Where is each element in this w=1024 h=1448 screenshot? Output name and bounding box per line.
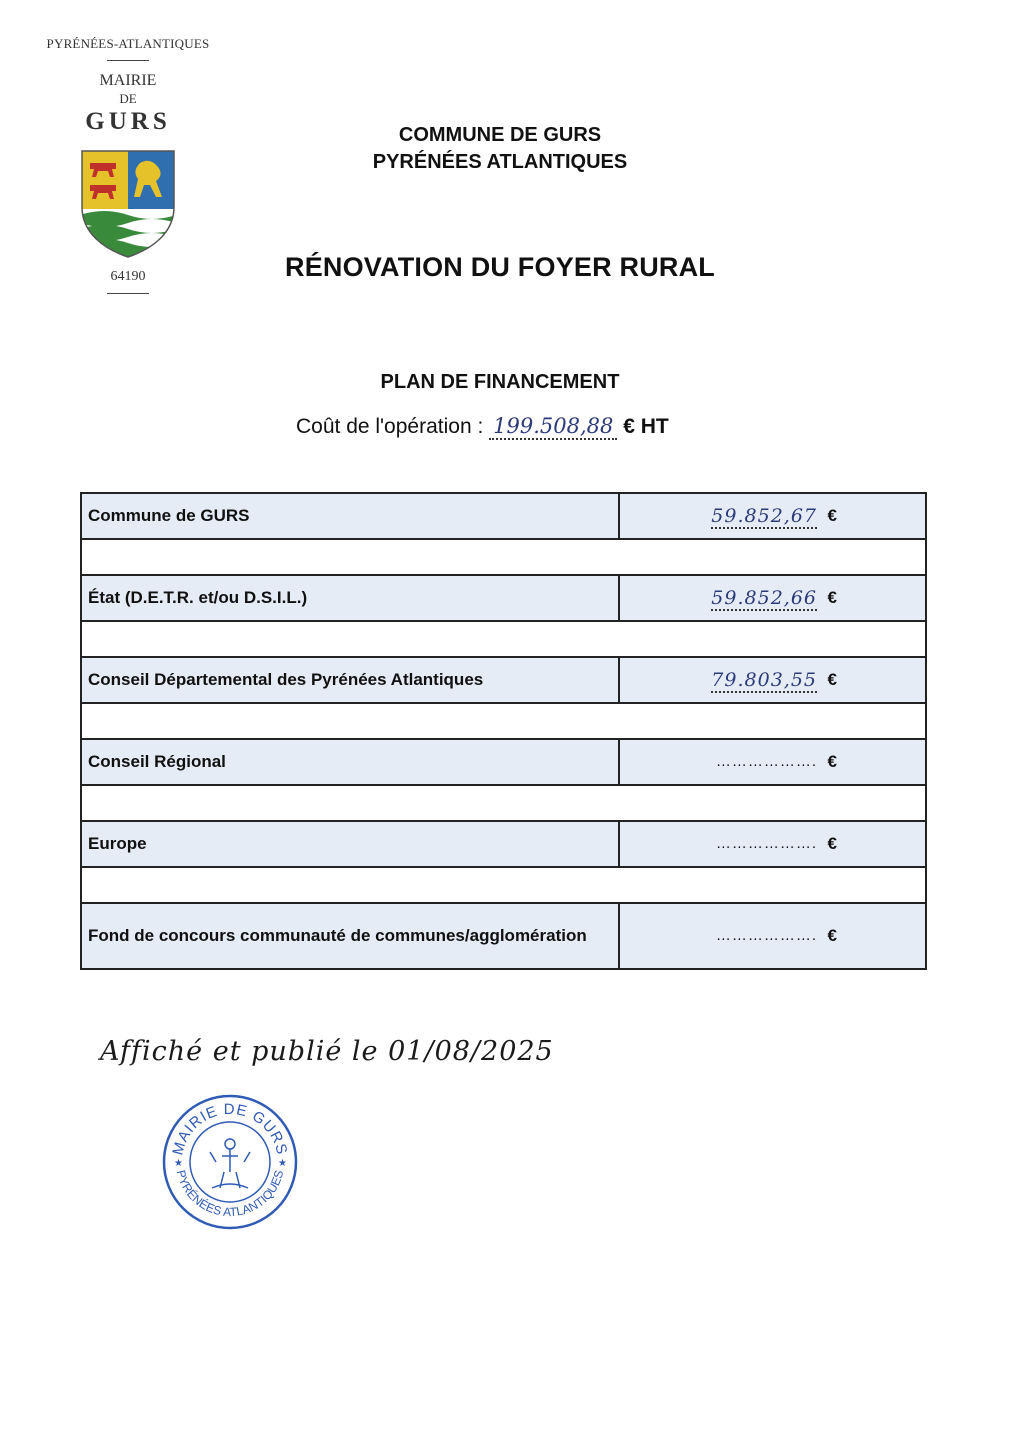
mairie-stamp bbox=[160, 1092, 300, 1232]
commune-line-1: COMMUNE DE GURS bbox=[398, 124, 602, 146]
svg-text:★: ★ bbox=[278, 1158, 287, 1169]
funder-amount-cell bbox=[619, 493, 926, 539]
currency-symbol: € bbox=[827, 506, 837, 525]
cost-label: Coût de l'opération : bbox=[296, 415, 484, 438]
stamp-top-text: MAIRIE DE GURS bbox=[169, 1100, 291, 1157]
funder-label: Fond de concours communauté de communes/agglomération bbox=[81, 903, 619, 969]
divider bbox=[107, 293, 149, 294]
letterhead bbox=[30, 36, 226, 294]
table-spacer bbox=[81, 621, 926, 657]
funder-label: Commune de GURS bbox=[81, 493, 619, 539]
section-title: PLAN DE FINANCEMENT bbox=[380, 371, 620, 393]
page-title: RÉNOVATION DU FOYER RURAL bbox=[285, 252, 715, 282]
funder-amount-cell bbox=[619, 821, 926, 867]
currency-symbol: € bbox=[827, 834, 837, 853]
cost-suffix: € HT bbox=[623, 415, 669, 438]
divider bbox=[107, 60, 149, 61]
funder-amount: ………………. bbox=[715, 835, 817, 852]
table-spacer bbox=[81, 867, 926, 903]
funder-amount-cell bbox=[619, 739, 926, 785]
letterhead-mairie: MAIRIE bbox=[99, 72, 157, 89]
table-row bbox=[81, 739, 926, 785]
currency-symbol: € bbox=[827, 926, 837, 945]
commune-line-2: PYRÉNÉES ATLANTIQUES bbox=[372, 151, 628, 173]
stamp-bottom-text: PYRÉNÉES ATLANTIQUES bbox=[173, 1168, 287, 1220]
currency-symbol: € bbox=[827, 752, 837, 771]
funder-amount: ………………. bbox=[715, 753, 817, 770]
letterhead-commune: GURS bbox=[85, 108, 171, 135]
statue-icon bbox=[210, 1139, 250, 1188]
table-spacer bbox=[81, 539, 926, 575]
funder-label: Conseil Départemental des Pyrénées Atlantiques bbox=[81, 657, 619, 703]
funder-amount: 59.852,67 bbox=[711, 505, 817, 527]
currency-symbol: € bbox=[827, 670, 837, 689]
funder-label: Conseil Régional bbox=[81, 739, 619, 785]
table-spacer bbox=[81, 785, 926, 821]
svg-text:★: ★ bbox=[174, 1158, 183, 1169]
funder-amount: ………………. bbox=[715, 927, 817, 944]
commune-heading bbox=[230, 122, 770, 176]
table-row bbox=[81, 657, 926, 703]
table-row bbox=[81, 903, 926, 969]
letterhead-de: DE bbox=[119, 91, 137, 106]
letterhead-postal-code: 64190 bbox=[110, 269, 146, 284]
funder-label: État (D.E.T.R. et/ou D.S.I.L.) bbox=[81, 575, 619, 621]
table-row bbox=[81, 575, 926, 621]
handwritten-posted-note: Affiché et publié le 01/08/2025 bbox=[100, 1036, 554, 1067]
currency-symbol: € bbox=[827, 588, 837, 607]
table-row bbox=[81, 821, 926, 867]
operation-cost bbox=[296, 414, 669, 439]
funder-amount: 79.803,55 bbox=[711, 669, 817, 691]
cost-value: 199.508,88 bbox=[493, 414, 614, 438]
funder-amount-cell bbox=[619, 657, 926, 703]
table-spacer bbox=[81, 703, 926, 739]
funder-label: Europe bbox=[81, 821, 619, 867]
letterhead-department: PYRÉNÉES-ATLANTIQUES bbox=[46, 36, 210, 51]
table-row bbox=[81, 493, 926, 539]
coat-of-arms-icon bbox=[80, 149, 176, 259]
funder-amount-cell bbox=[619, 903, 926, 969]
financing-table bbox=[80, 492, 927, 970]
funder-amount-cell bbox=[619, 575, 926, 621]
funder-amount: 59.852,66 bbox=[711, 587, 817, 609]
